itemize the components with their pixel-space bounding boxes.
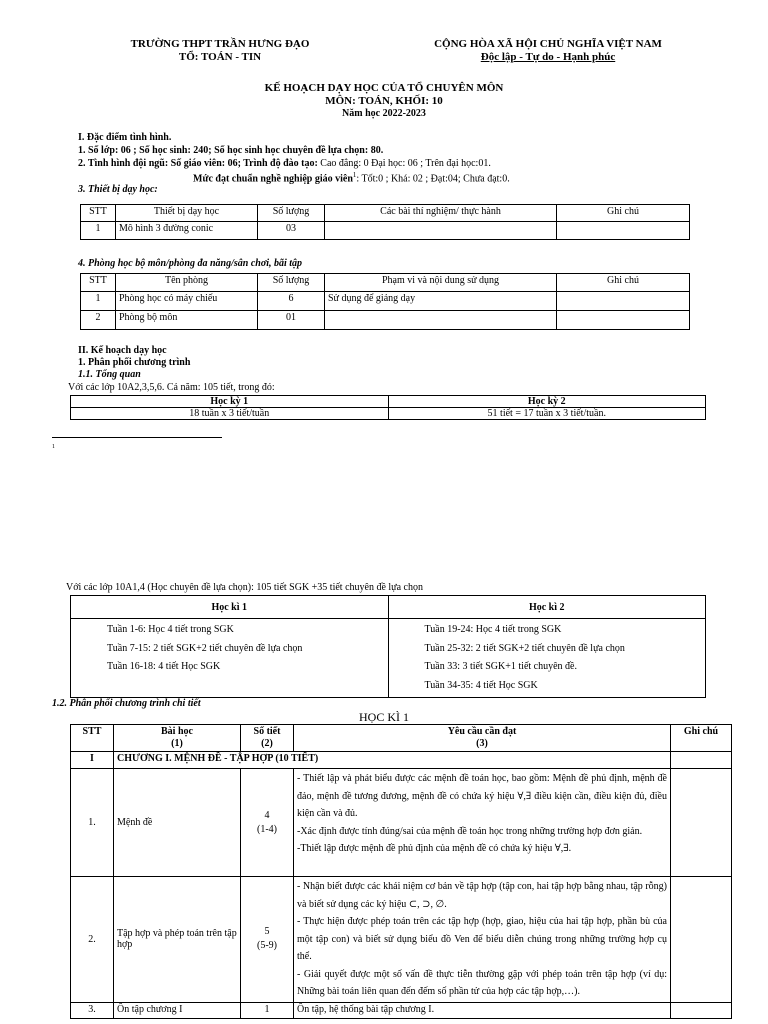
detail-header-stt: STT <box>71 725 114 752</box>
section2-intro1: Với các lớp 10A2,3,5,6. Cả năm: 105 tiết, trong đó: <box>68 382 275 393</box>
section2-sub12: 1.2. Phân phối chương trình chi tiết <box>52 698 201 709</box>
motto: Độc lập - Tự do - Hạnh phúc <box>480 51 616 63</box>
chapter-row: I CHƯƠNG I. MỆNH ĐỀ - TẬP HỢP (10 TIẾT) <box>71 752 732 769</box>
country-name: CỘNG HÒA XÃ HỘI CHỦ NGHĨA VIỆT NAM <box>434 38 662 50</box>
equipment-table <box>80 204 690 240</box>
detail-header-lesson: Bài học (1) <box>114 725 241 752</box>
table-row: 1. Mệnh đề 4 (1-4) - Thiết lập và phát biểu được các mệnh đề toán học, bao gồm: Mệnh đề phủ định, mệnh đề đảo, mệnh đề tương đương, mệnh đề có chứa ký hiệu ∀,∃ điều kiện cần, điều kiện đủ, điều kiện cần và đủ. -Xác định được tính đúng/sai của mệnh đề toán học trong những trường hợp đơn giản. -Thiết lập được mệnh đề phủ định của mệnh đề có chứa ký hiệu ∀,∃. <box>71 769 732 877</box>
table-row: 2 Phòng bộ môn 01 <box>81 311 690 330</box>
section2-heading: II. Kế hoạch dạy học <box>78 345 167 356</box>
section1-heading: I. Đặc điểm tình hình. <box>78 132 172 143</box>
list-item: Tuần 33: 3 tiết SGK+1 tiết chuyên đề. <box>424 661 577 672</box>
sem1-header-hk1: Học kỳ 1 <box>71 396 389 408</box>
section2-sub11: 1.1. Tổng quan <box>78 369 141 380</box>
section1-item3: 3. Thiết bị dạy học: <box>78 184 158 195</box>
detail-header-periods: Số tiết (2) <box>241 725 294 752</box>
sem1-value-hk1: 18 tuần x 3 tiết/tuần <box>71 408 389 420</box>
room-header-stt: STT <box>81 274 116 292</box>
sem2-hk1-list <box>71 619 389 698</box>
section1-item4: 4. Phòng học bộ môn/phòng đa năng/sân chơi, bãi tập <box>78 258 303 269</box>
list-item: Tuần 7-15: 2 tiết SGK+2 tiết chuyên đề lựa chọn <box>107 642 303 654</box>
section1-item2b: Mức đạt chuẩn nghề nghiệp giáo viên$^1$: Tốt:0 ; Khá: 02 ; Đạt:04; Chưa đạt:0. <box>193 171 510 185</box>
table-row: 3. Ôn tập chương I 1 Ôn tập, hệ thống bài tập chương I. <box>71 1002 732 1018</box>
sem1-value-hk2: 51 tiết = 17 tuần x 3 tiết/tuần. <box>388 408 706 420</box>
section2-intro2: Với các lớp 10A1,4 (Học chuyên đề lựa chọn): 105 tiết SGK +35 tiết chuyên đề lựa chọn <box>66 582 423 593</box>
school-name: TRƯỜNG THPT TRẦN HƯNG ĐẠO <box>130 38 310 50</box>
equip-header-note: Ghi chú <box>557 205 690 222</box>
sem2-header-hk1: Học kì 1 <box>71 596 389 619</box>
sem2-header-hk2: Học kì 2 <box>388 596 706 619</box>
table-row: 1 Mô hình 3 đường conic 03 <box>81 222 690 240</box>
list-item: Tuần 16-18: 4 tiết Học SGK <box>107 661 221 672</box>
room-header-name: Tên phòng <box>116 274 258 292</box>
hk1-title: HỌC KÌ 1 <box>359 710 409 724</box>
equip-header-experiments: Các bài thí nghiệm/ thực hành <box>325 205 557 222</box>
room-header-scope: Phạm vi và nội dung sử dụng <box>325 274 557 292</box>
group-name: TỔ: TOÁN - TIN <box>178 51 262 63</box>
room-table <box>80 273 690 330</box>
doc-title: KẾ HOẠCH DẠY HỌC CỦA TỔ CHUYÊN MÔN <box>264 82 504 94</box>
list-item: Tuần 19-24: Học 4 tiết trong SGK <box>424 624 562 635</box>
list-item: Tuần 34-35: 4 tiết Học SGK <box>424 679 538 691</box>
section2-sub1: 1. Phân phối chương trình <box>78 357 191 368</box>
detail-table <box>70 724 732 1019</box>
table-row: 2. Tập hợp và phép toán trên tập hợp 5 (5-9) - Nhận biết được các khái niệm cơ bản về tập hợp (tập con, hai tập hợp bằng nhau, tập rỗng) và biết sử dụng các ký hiệu ⊂, ⊃, ∅. - Thực hiện được phép toán trên các tập hợp (hợp, giao, hiệu của hai tập hợp, phần bù của một tập con) và biết sử dụng biểu đồ Ven để biểu diễn chúng trong những trường hợp cụ thể. - Giải quyết được một số vấn đề thực tiễn thường gặp với phép toán trên tập hợp (ví dụ: Những bài toán liên quan đến đếm số phần tử của hợp các tập hợp,…). <box>71 877 732 1003</box>
semester-table-1 <box>70 395 706 420</box>
sem2-hk2-list <box>388 619 706 698</box>
detail-header-note: Ghi chú <box>671 725 732 752</box>
doc-subject: MÔN: TOÁN, KHỐI: 10 <box>325 95 443 107</box>
section1-item2: 2. Tình hình đội ngũ: Số giáo viên: 06; Trình độ đào tạo: Cao đẳng: 0 Đại học: 06 ; Trên đại học:01. <box>78 158 491 169</box>
detail-header-requirements: Yêu cầu cần đạt (3) <box>294 725 671 752</box>
list-item: Tuần 25-32: 2 tiết SGK+2 tiết chuyên đề lựa chọn <box>424 642 625 654</box>
footnote-separator <box>52 437 222 438</box>
semester-table-2 <box>70 595 706 698</box>
doc-year: Năm học 2022-2023 <box>342 108 426 119</box>
room-header-qty: Số lượng <box>258 274 325 292</box>
section1-item1: 1. Số lớp: 06 ; Số học sinh: 240; Số học sinh học chuyên đề lựa chọn: 80. <box>78 145 384 156</box>
table-row: 1 Phòng học có máy chiếu 6 Sử dụng để giảng dạy <box>81 292 690 311</box>
equip-header-stt: STT <box>81 205 116 222</box>
footnote-marker: 1 <box>52 444 55 450</box>
sem1-header-hk2: Học kỳ 2 <box>388 396 706 408</box>
room-header-note: Ghi chú <box>557 274 690 292</box>
list-item: Tuần 1-6: Học 4 tiết trong SGK <box>107 624 234 635</box>
equip-header-qty: Số lượng <box>258 205 325 222</box>
equip-header-device: Thiết bị dạy học <box>116 205 258 222</box>
